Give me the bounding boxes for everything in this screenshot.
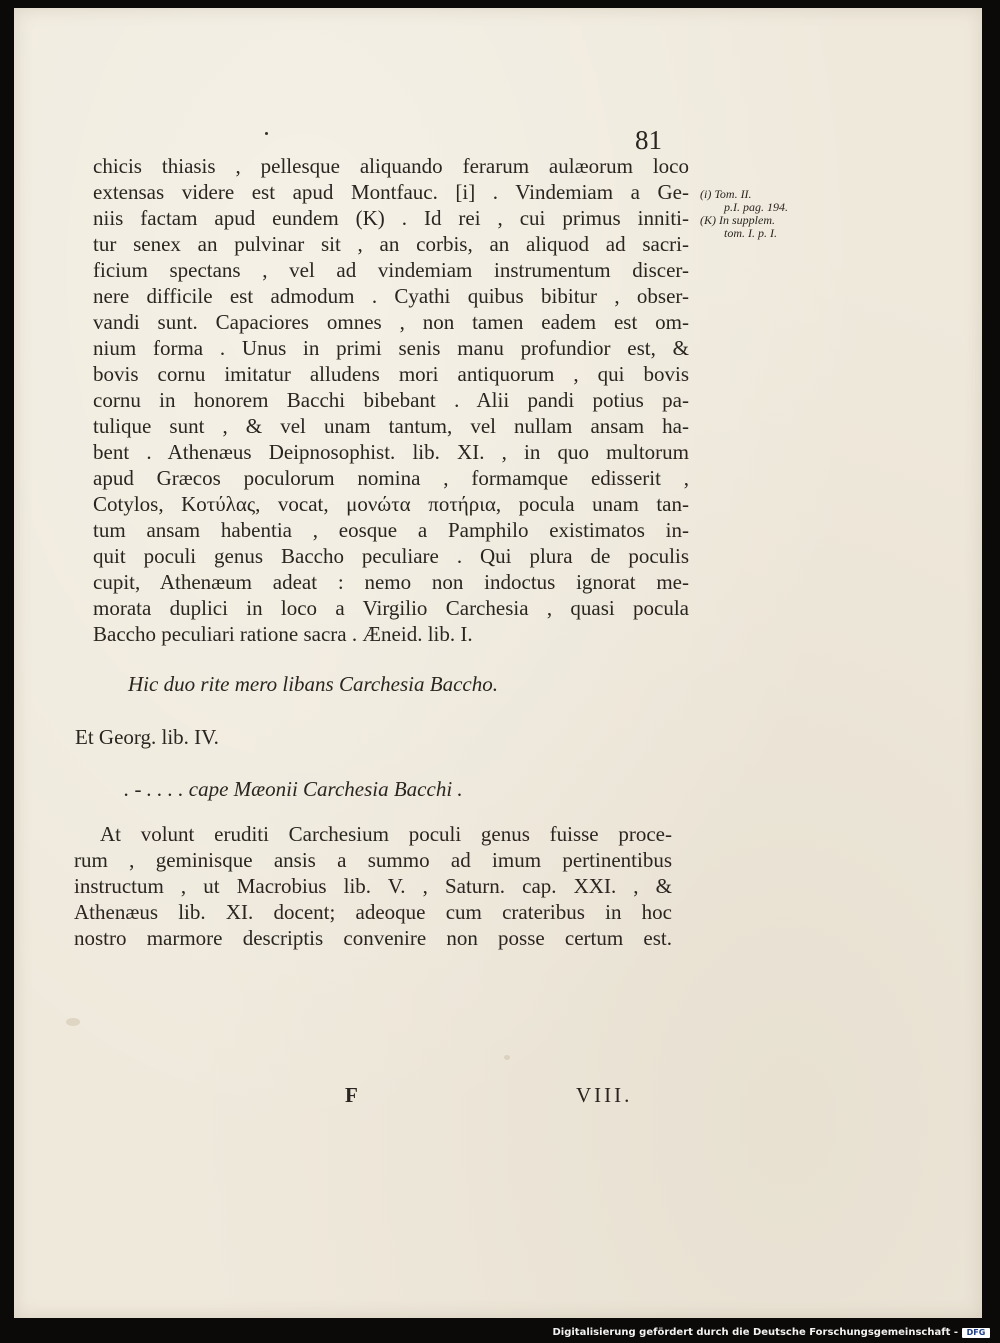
text-line: quit poculi genus Baccho peculiare . Qui plura de poculis <box>93 544 689 568</box>
margin-note: (K) In supplem. <box>700 213 775 227</box>
signature-mark: F <box>345 1083 358 1107</box>
text-line: tulique sunt , & vel unam tantum, vel nullam ansam ha- <box>93 414 689 438</box>
verse-quotation: . - . . . . cape Mæonii Carchesia Bacchi . <box>124 777 463 801</box>
text-line: rum , geminisque ansis a summo ad imum pertinentibus <box>74 848 672 872</box>
ink-speck <box>265 132 268 135</box>
text-line: apud Græcos poculorum nomina , formamque edisserit , <box>93 466 689 490</box>
paper-stain <box>504 1055 510 1060</box>
text-line: bent . Athenæus Deipnosophist. lib. XI. , in quo multorum <box>93 440 689 464</box>
margin-note: (i) Tom. II. <box>700 187 752 201</box>
text-line: Baccho peculiari ratione sacra . Æneid. lib. I. <box>93 622 473 646</box>
text-line: instructum , ut Macrobius lib. V. , Saturn. cap. XXI. , & <box>74 874 672 898</box>
main-paragraph <box>93 153 689 647</box>
margin-note: p.I. pag. 194. <box>724 200 788 214</box>
page-number: 81 <box>635 125 662 155</box>
text-line: Cotylos, Κοτύλας, vocat, μονώτα ποτήρια, pocula unam tan- <box>93 492 689 516</box>
citation-line: Et Georg. lib. IV. <box>75 725 219 749</box>
digitization-footer <box>552 1327 990 1338</box>
text-line: cornu in honorem Bacchi bibebant . Alii pandi potius pa- <box>93 388 689 412</box>
text-line: niis factam apud eundem (K) . Id rei , cui primus inniti- <box>93 206 689 230</box>
text-line: chicis thiasis , pellesque aliquando ferarum aulæorum loco <box>93 154 689 178</box>
paper-stain <box>66 1018 80 1026</box>
footer-text: Digitalisierung gefördert durch die Deutsche Forschungsgemeinschaft - <box>552 1327 958 1338</box>
text-line: extensas videre est apud Montfauc. [i] . Vindemiam a Ge- <box>93 180 689 204</box>
text-line: vandi sunt. Capaciores omnes , non tamen eadem est om- <box>93 310 689 334</box>
text-line: Athenæus lib. XI. docent; adeoque cum crateribus in hoc <box>74 900 672 924</box>
margin-notes <box>700 188 810 240</box>
text-line: nere difficile est admodum . Cyathi quibus bibitur , obser- <box>93 284 689 308</box>
text-line: nium forma . Unus in primi senis manu profundior est, & <box>93 336 689 360</box>
text-line: tum ansam habentia , eosque a Pamphilo existimatos in- <box>93 518 689 542</box>
second-paragraph <box>74 821 672 951</box>
text-line: nostro marmore descriptis convenire non posse certum est. <box>74 926 672 950</box>
text-line: ficium spectans , vel ad vindemiam instrumentum discer- <box>93 258 689 282</box>
text-line: morata duplici in loco a Virgilio Carchesia , quasi pocula <box>93 596 689 620</box>
dfg-logo: DFG <box>962 1328 990 1338</box>
text-line: tur senex an pulvinar sit , an corbis, an aliquod ad sacri- <box>93 232 689 256</box>
margin-note: tom. I. p. I. <box>724 226 777 240</box>
book-page <box>14 8 982 1318</box>
verse-quotation: Hic duo rite mero libans Carchesia Baccho. <box>128 672 498 696</box>
text-line: cupit, Athenæum adeat : nemo non indoctus ignorat me- <box>93 570 689 594</box>
catchword: VIII. <box>576 1083 633 1107</box>
text-line: bovis cornu imitatur alludens mori antiquorum , qui bovis <box>93 362 689 386</box>
text-line: At volunt eruditi Carchesium poculi genus fuisse proce- <box>100 822 672 846</box>
